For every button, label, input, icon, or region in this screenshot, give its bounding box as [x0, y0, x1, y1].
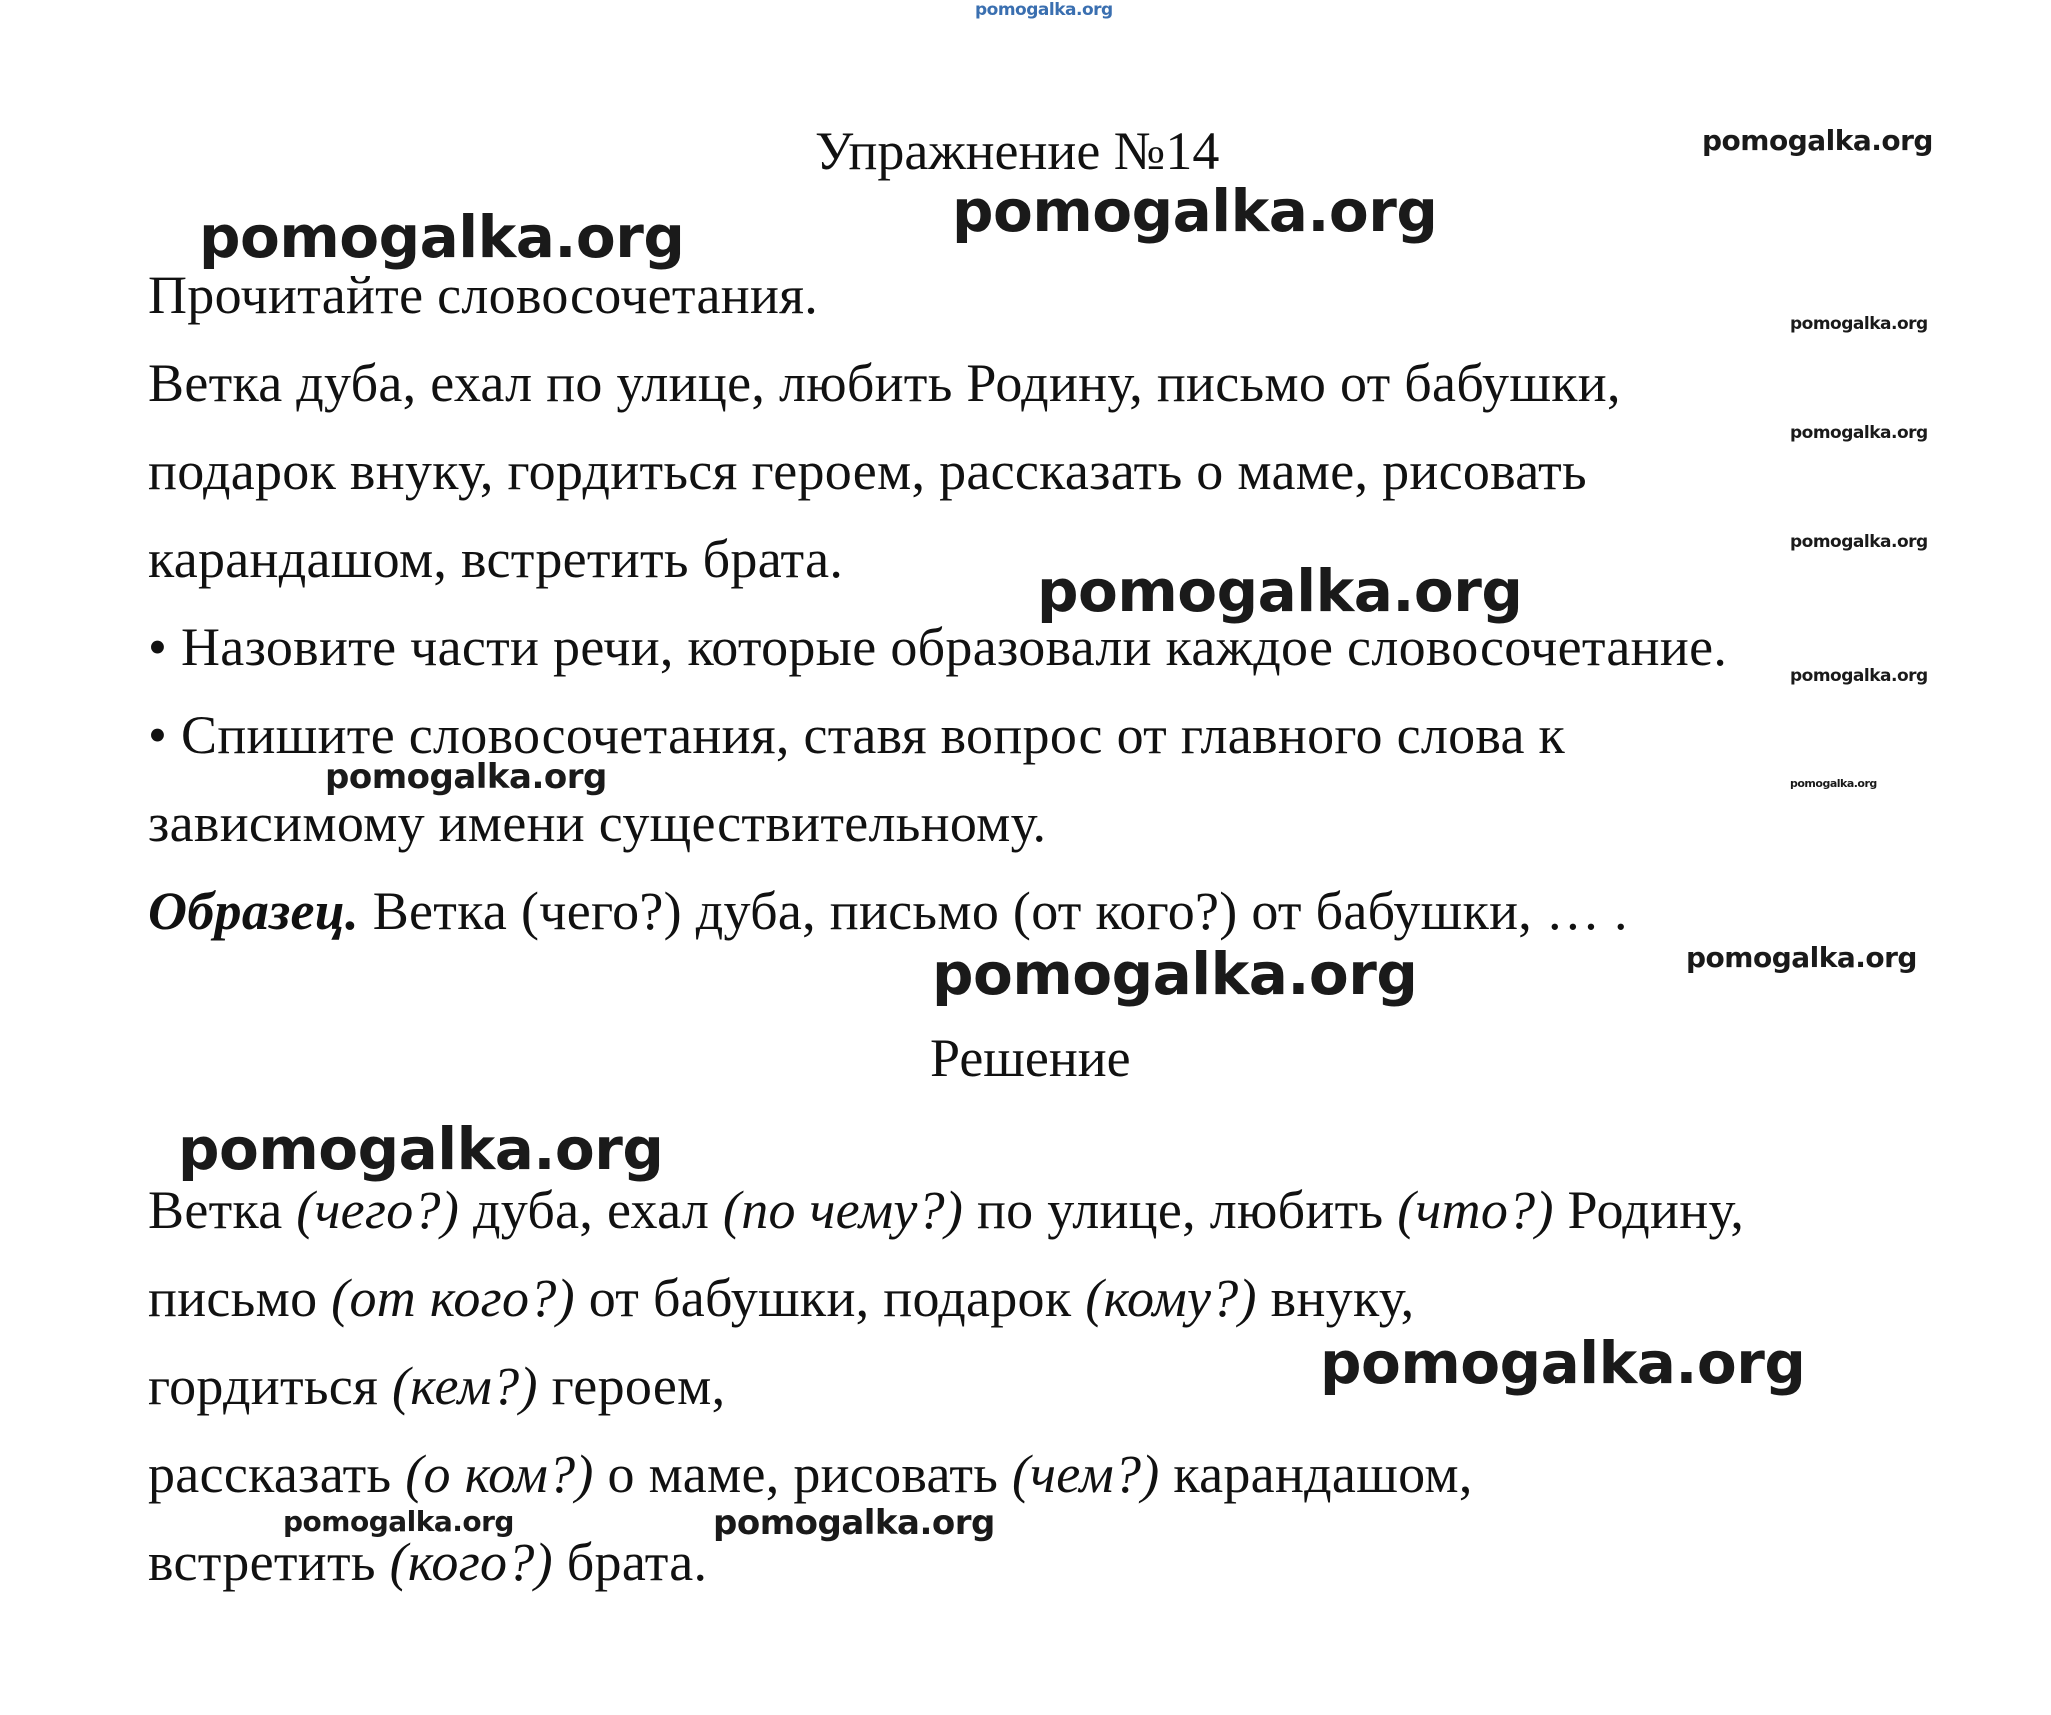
question-text: (по чему?) [722, 1180, 964, 1240]
phrase-text: от бабушки, подарок [574, 1268, 1086, 1328]
phrase-text: карандашом, [1159, 1444, 1473, 1504]
watermark: pomogalka.org [1790, 777, 1877, 790]
watermark: pomogalka.org [1790, 314, 1928, 334]
phrase-text: встретить [148, 1532, 390, 1592]
phrase-text: гордиться [148, 1356, 392, 1416]
task-sample [148, 881, 1628, 941]
phrase-text: героем, [537, 1356, 726, 1416]
task-bullet-1: • Назовите части речи, которые образовали каждое словосочетание. [148, 617, 1728, 677]
solution-line [148, 1444, 1473, 1504]
question-text: (кого?) [389, 1532, 553, 1592]
phrase-text: по улице, любить [963, 1180, 1398, 1240]
solution-line [148, 1356, 726, 1416]
page-title: Упражнение №14 [815, 121, 1220, 181]
task-bullet-2-line-2: зависимому имени существительному. [148, 793, 1047, 853]
watermark: pomogalka.org [1686, 941, 1917, 974]
phrase-text: внуку, [1256, 1268, 1415, 1328]
watermark: pomogalka.org [1702, 124, 1933, 157]
watermark: pomogalka.org [325, 757, 607, 797]
watermark: pomogalka.org [1790, 532, 1928, 552]
phrase-text: письмо [148, 1268, 332, 1328]
question-text: (чего?) [296, 1180, 460, 1240]
watermark: pomogalka.org [283, 1505, 514, 1538]
phrase-text: брата. [552, 1532, 708, 1592]
phrase-text: о маме, рисовать [593, 1444, 1012, 1504]
phrase-text: Родину, [1553, 1180, 1745, 1240]
solution-line [148, 1268, 1415, 1328]
question-text: (от кого?) [331, 1268, 575, 1328]
watermark: pomogalka.org [1790, 666, 1928, 686]
watermark: pomogalka.org [199, 203, 685, 271]
watermark: pomogalka.org [932, 940, 1418, 1008]
watermark: pomogalka.org [713, 1503, 995, 1543]
question-text: (кому?) [1085, 1268, 1257, 1328]
sample-text: Ветка (чего?) дуба, письмо (от кого?) от бабушки, … . [358, 881, 1628, 941]
phrase-text: дуба, ехал [459, 1180, 723, 1240]
question-text: (чем?) [1011, 1444, 1160, 1504]
phrase-text: рассказать [148, 1444, 406, 1504]
question-text: (о ком?) [405, 1444, 594, 1504]
watermark: pomogalka.org [952, 177, 1438, 245]
task-bullet-2-line-1: • Спишите словосочетания, ставя вопрос от главного слова к [148, 705, 1566, 765]
task-phrases-line-1: Ветка дуба, ехал по улице, любить Родину, письмо от бабушки, [148, 353, 1621, 413]
task-phrases-line-3: карандашом, встретить брата. [148, 529, 844, 589]
sample-label: Образец. [148, 881, 359, 941]
watermark-top: pomogalka.org [975, 0, 1113, 20]
phrase-text: Ветка [148, 1180, 297, 1240]
task-intro: Прочитайте словосочетания. [148, 265, 819, 325]
question-text: (что?) [1397, 1180, 1554, 1240]
task-phrases-line-2: подарок внуку, гордиться героем, рассказать о маме, рисовать [148, 441, 1587, 501]
solution-heading: Решение [930, 1028, 1131, 1088]
solution-line [148, 1532, 708, 1592]
watermark: pomogalka.org [178, 1115, 664, 1183]
watermark: pomogalka.org [1320, 1329, 1806, 1397]
watermark: pomogalka.org [1790, 423, 1928, 443]
solution-line [148, 1180, 1745, 1240]
question-text: (кем?) [392, 1356, 538, 1416]
watermark: pomogalka.org [1037, 557, 1523, 625]
